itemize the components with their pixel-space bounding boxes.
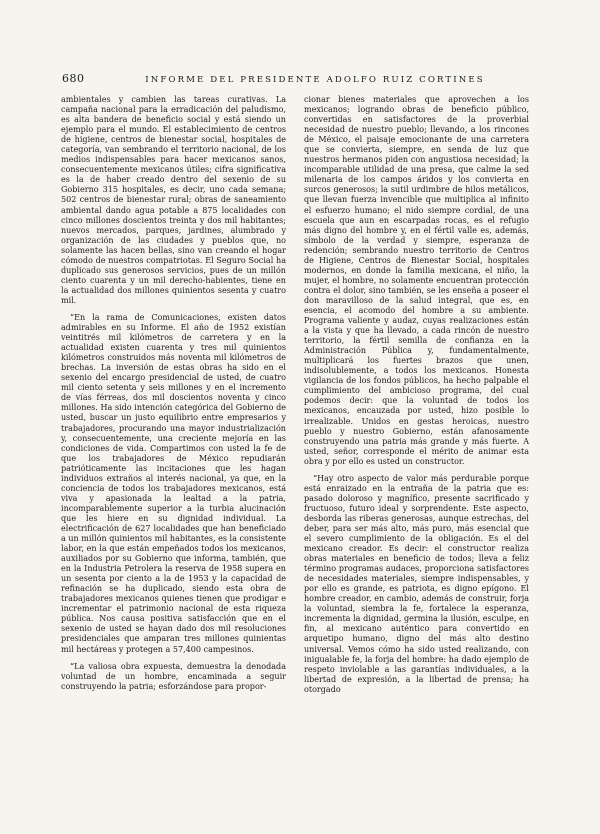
paragraph: “En la rama de Comunicaciones, existen datos admirables en su Informe. El año de 1952 existían veintitrés mil kilómetros de carretera y en la actualidad existen cuarenta y tres mil quinientos kilómetros construidos más noventa mil kilómetros de brechas. La inversión de estas obras ha sido en el sexenio del encargo presidencial de usted, de cuatro mil ciento setenta y seis millones y en el incremento de vías férreas, dos mil doscientos noventa y cinco millones. Ha sido intención categórica del Gobierno de usted, buscar un justo equilibrio entre empresarios y trabajadores, procurando una mayor industrialización y, consecuentemente, una creciente mejoría en las condiciones de vida. Compartimos con usted la fe de que los trabajadores de México repudiarán patrióticamente las incitaciones que les hagan individuos extraños al interés nacional, ya que, en la conciencia de todos los trabajadores mexicanos, está viva y apasionada la lealtad a la patria, incomparablemente superior a la turbia alucinación que les hiere en su dignidad individual. La electrificación de 627 localidades que han beneficiado a un millón quinientos mil habitantes, es la consistente labor, en la que están empeñados todos los mexicanos, auxiliados por su Gobierno que informa, también, que en la Industria Petrolera la reserva de 1958 supera en un sesenta por ciento a la de 1953 y la capacidad de refinación se ha duplicado, siendo esta obra de trabajadores mexicanos quienes tienen que prodigar e incrementar el patrimonio nacional de esta riqueza pública. Nos causa positiva satisfacción que en el sexenio de usted se hayan dado dos mil resoluciones presidenciales que amparan tres millones quinientas mil hectáreas y protegen a 57,400 campesinos. — [61, 312, 286, 654]
page-header — [62, 72, 532, 88]
paragraph: “La valiosa obra expuesta, demuestra la denodada voluntad de un hombre, encaminada a seguir construyendo la patria; esforzándose para propor- — [61, 661, 286, 691]
paragraph: “Hay otro aspecto de valor más perdurable porque está enraizado en la entraña de la patria que es: pasado doloroso y magnífico, presente sacrificado y fructuoso, futuro ideal y sorprendente. Este aspecto, desborda las riberas generosas, aunque estrechas, del deber, para ser más alto, más puro, más esencial que el severo cumplimiento de la obligación. Es el del mexicano creador. Es decir: el constructor realiza obras materiales en beneficio de todos; lleva a feliz término programas audaces, proporciona satisfactores de necesidades materiales, siempre indispensables, y por ello es grande, es patriota, es digno epígono. El hombre creador, en cambio, además de construir, forja la voluntad, siembra la fe, fortalece la esperanza, incrementa la dignidad, germina la ilusión, esculpe, en fin, al mexicano auténtico para convertido en arquetipo humano, digno del más alto destino universal. Vemos cómo ha sido usted realizando, con inigualable fe, la forja del hombre: ha dado ejemplo de respeto inviolable a las garantías individuales, a la libertad de expresión, a la libertad de prensa; ha otorgado — [304, 473, 529, 694]
left-text-column — [61, 95, 286, 815]
paragraph: cionar bienes materiales que aprovechen a los mexicanos; logrando obras de beneficio público, convertidas en satisfactores de la proverbial necesidad de nuestro pueblo; llevando, a los rincones de México, el paisaje emocionante de una carretera que se convierta, siempre, en senda de luz que nuestros hermanos piden con angustiosa necesidad; la incomparable utilidad de una presa, que calme la sed milenaria de los campos áridos y los convierta en surcos generosos; la sutil urdimbre de hilos metálicos, que llevan fuerza invencible que multiplica al infinito el esfuerzo humano; el nido siempre cordial, de una escuela que aun en escarpadas rocas, es el refugio más digno del hombre y, en el fértil valle es, además, símbolo de la verdad y siempre, esperanza de redención; sembrando nuestro territorio de Centros de Higiene, Centros de Bienestar Social, hospitales modernos, en donde la familia mexicana, el niño, la mujer, el hombre, no solamente encuentran protección contra el dolor, sino también, se les enseña a poseer el don maravilloso de la salud integral, que es, en esencia, el acomodo del hombre a su ambiente. Programa valiente y audaz, cuyas realizaciones están a la vista y que ha llevado, a cada rincón de nuestro territorio, la fértil semilla de confianza en la Administración Pública y, fundamentalmente, multiplicará los fuertes brazos que unen, indisolublemente, a todos los mexicanos. Honesta vigilancia de los fondos públicos, ha hecho palpable el cumplimiento del ambicioso programa, del cual podemos decir: que la voluntad de todos los mexicanos, encauzada por usted, hizo posible lo irrealizable. Unidos en gestas heroicas, nuestro pueblo y nuestro Gobierno, están afanosamente construyendo una patria más grande y más fuerte. A usted, señor, corresponde el mérito de animar esta obra y por ello es usted un constructor. — [304, 95, 529, 466]
page-number: 680 — [62, 72, 85, 85]
paragraph: ambientales y cambien las tareas curativas. La campaña nacional para la erradicación del paludismo, es alta bandera de beneficio social y está siendo un ejemplo para el mundo. El establecimiento de centros de higiene, centros de bienestar social, hospitales de categoría, van sembrando el territorio nacional, de los medios indispensables para hacer mexicanos sanos, consecuentemente mexicanos útiles; cifra significativa es la de haber creado dentro del sexenio de su Gobierno 315 hospitales, es decir, uno cada semana; 502 centros de bienestar rural; obras de saneamiento ambiental dando agua potable a 875 localidades con cinco millones doscientos treinta y dos mil habitantes; nuevos mercados, parques, jardines, alumbrado y organización de las ciudades y pueblos que, no solamente las hacen bellas, sino van creando el hogar cómodo de nuestros compatriotas. El Seguro Social ha duplicado sus generosos servicios, pues de un millón ciento cuarenta y un mil derecho-habientes, tiene en la actualidad dos millones quinientos sesenta y cuatro mil. — [61, 95, 286, 305]
running-title: INFORME DEL PRESIDENTE ADOLFO RUIZ CORTINES — [145, 75, 485, 85]
right-text-column — [304, 95, 529, 815]
